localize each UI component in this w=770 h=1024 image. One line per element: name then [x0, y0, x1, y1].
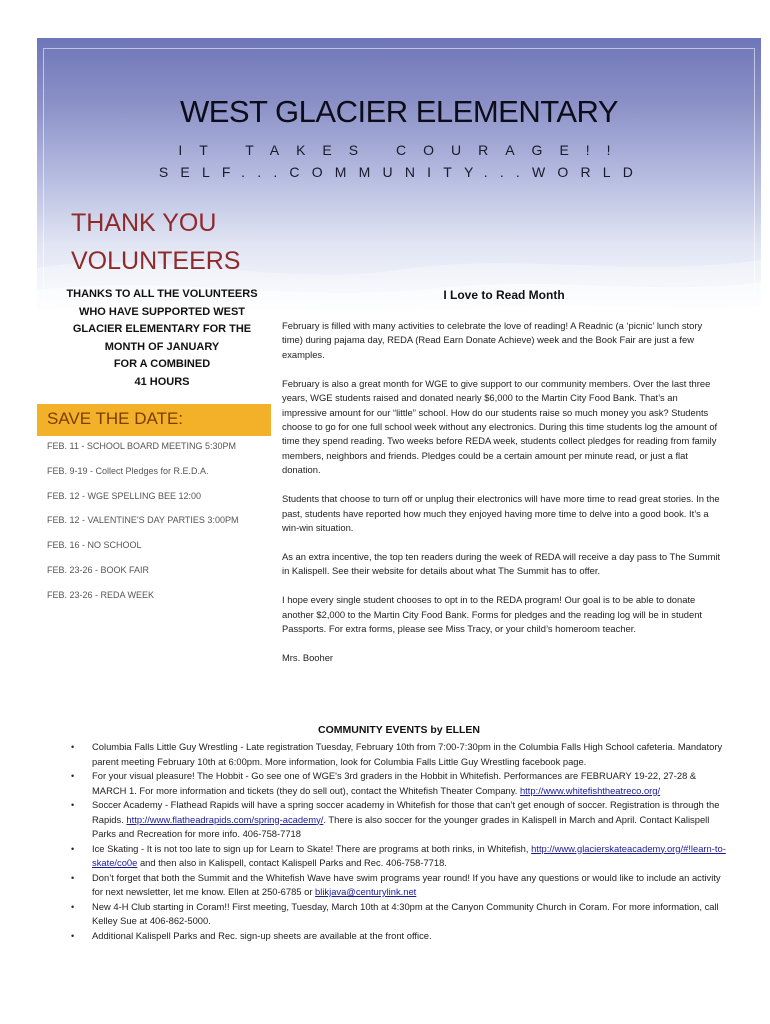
love-to-read-article — [282, 288, 722, 680]
article-paragraph: I hope every single student chooses to opt in to the REDA program! Our goal is to be able to donate another $2,000 to the Martin City Food Bank. Forms for pledges and the reading log will be in student Passports. For extra forms, please see Miss Tracy, or your child’s homeroom teacher. — [282, 594, 703, 635]
community-events-list — [67, 740, 729, 943]
thank-you-heading — [71, 204, 331, 280]
motto-line-1: IT TAKES COURAGE!! — [178, 142, 628, 158]
event-text: . There is also soccer for the younger grades in Kalispell in March and April. Contact Kalispell Parks and Recreation for more info. 406-758-7718 — [92, 813, 710, 839]
thanks-line: WHO HAVE SUPPORTED WEST — [78, 305, 246, 318]
list-item — [67, 842, 729, 871]
skate-academy-link[interactable]: http://www.glacierskateacademy.org/#!learn-to-skate/co0e — [92, 842, 726, 868]
date-item: FEB. 9-19 - Collect Pledges for R.E.D.A. — [47, 465, 209, 476]
bullet-icon: • — [71, 742, 75, 752]
email-link[interactable]: blikjava@centurylink.net — [315, 886, 417, 897]
event-text: Additional Kalispell Parks and Rec. sign-up sheets are available at the front office. — [92, 929, 432, 941]
article-paragraph: February is also a great month for WGE to give support to our community members. Over the last three years, WGE students raised and donated nearly $6,000 to the Martin City Food Bank. That’s an impressive amount for our “little” school. How do our students raise so much money you ask? Students choose to go for one full school week without any electronics. During this time students log the amount of time they spend reading. Two weeks before REDA week, students collect pledges for reading from family members, neighbors and friends. Pledges could be a certain amount per minute read, or just a flat donation. — [282, 377, 718, 476]
list-item — [67, 929, 729, 944]
header-banner — [37, 38, 761, 328]
thanks-line: GLACIER ELEMENTARY FOR THE — [72, 323, 252, 335]
save-the-date-heading: SAVE THE DATE: — [47, 409, 184, 428]
thank-you-line-2: VOLUNTEERS — [71, 247, 241, 275]
bullet-icon: • — [71, 901, 75, 912]
event-text: New 4-H Club starting in Coram!! First meeting, Tuesday, March 10th at 4:30pm at the Canyon Community Church in Coram. For more information, call Kelley Sue at 406-862-5000. — [92, 900, 719, 926]
date-item: FEB. 23-26 - BOOK FAIR — [47, 564, 150, 575]
thanks-line: MONTH OF JANUARY — [104, 340, 220, 353]
list-item — [67, 871, 729, 900]
save-the-date-list — [47, 440, 275, 614]
motto-line-2: SELF...COMMUNITY...WORLD — [158, 164, 646, 180]
date-item: FEB. 16 - NO SCHOOL — [47, 540, 142, 551]
list-item — [67, 740, 729, 769]
article-heading: I Love to Read Month — [443, 288, 565, 302]
list-item — [67, 900, 729, 929]
event-text: Columbia Falls Little Guy Wrestling - Late registration Tuesday, February 10th from 7:00-7:30pm in the Columbia Falls High School cafeteria. Mandatory parent meeting February 10th at 6:00pm. More information, look for Columbia Falls Little Guy Wrestling facebook page. — [92, 741, 723, 767]
theater-link[interactable]: http://www.whitefishtheatreco.org/ — [519, 784, 661, 796]
article-paragraph: February is filled with many activities to celebrate the love of reading! A Readnic (a ‘picnic’ lunch story time) during pajama day, REDA (Read Earn Donate Achieve) week and the Book Fair are just a few examples. — [282, 320, 703, 360]
date-item: FEB. 23-26 - REDA WEEK — [47, 589, 155, 600]
date-item: FEB. 12 - VALENTINE'S DAY PARTIES 3:00PM — [47, 515, 239, 526]
school-title: WEST GLACIER ELEMENTARY — [179, 94, 619, 129]
list-item — [67, 798, 729, 842]
bullet-icon: • — [71, 843, 75, 854]
list-item — [67, 769, 729, 798]
soccer-academy-link[interactable]: http://www.flatheadrapids.com/spring-academy/ — [126, 813, 324, 825]
volunteer-thanks — [49, 286, 275, 391]
bullet-icon: • — [71, 872, 75, 883]
date-item: FEB. 12 - WGE SPELLING BEE 12:00 — [47, 490, 202, 501]
bullet-icon: • — [71, 771, 75, 781]
thanks-line: FOR A COMBINED — [113, 358, 211, 370]
article-signature: Mrs. Booher — [282, 652, 334, 664]
community-events-heading: COMMUNITY EVENTS by ELLEN — [318, 724, 480, 736]
event-text: Don’t forget that both the Summit and the Whitefish Wave have swim programs year round! If you have any questions or would like to include an activity for next newsletter, let me know. Ellen at 250-6785 or — [92, 871, 721, 897]
thanks-line: 41 HOURS — [134, 375, 190, 388]
date-item: FEB. 11 - SCHOOL BOARD MEETING 5:30PM — [47, 441, 237, 451]
article-paragraph: As an extra incentive, the top ten readers during the week of REDA will receive a day pass to The Summit in Kalispell. See their website for details about what The Summit has to offer. — [282, 551, 721, 577]
event-text: and then also in Kalispell, contact Kalispell Parks and Rec. 406-758-7718. — [137, 857, 447, 868]
bullet-icon: • — [71, 800, 75, 810]
newsletter-page — [37, 38, 761, 1024]
thanks-line: THANKS TO ALL THE VOLUNTEERS — [66, 288, 258, 300]
event-text: Ice Skating - It is not too late to sign up for Learn to Skate! There are programs at both rinks, in Whitefish, — [92, 842, 532, 854]
event-text: For your visual pleasure! The Hobbit - Go see one of WGE's 3rd graders in the Hobbit in Whitefish. Performances are FEBRUARY 19-22, 27-28 & MARCH 1. For more information and tickets (they do sell out), contact the Whitefish Theater Company. — [92, 770, 697, 796]
save-the-date-bar — [37, 404, 271, 436]
article-paragraph: Students that choose to turn off or unplug their electronics will have more time to read great stories. In the past, students have reported how much they enjoyed having more time to delve into a good book. It’s a win-win situation. — [282, 493, 720, 534]
bullet-icon: • — [71, 930, 75, 941]
event-text: Soccer Academy - Flathead Rapids will have a spring soccer academy in Whitefish for those that can’t get enough of soccer. Registration is through the Rapids. — [92, 799, 720, 825]
thank-you-line-1: THANK YOU — [71, 209, 217, 237]
